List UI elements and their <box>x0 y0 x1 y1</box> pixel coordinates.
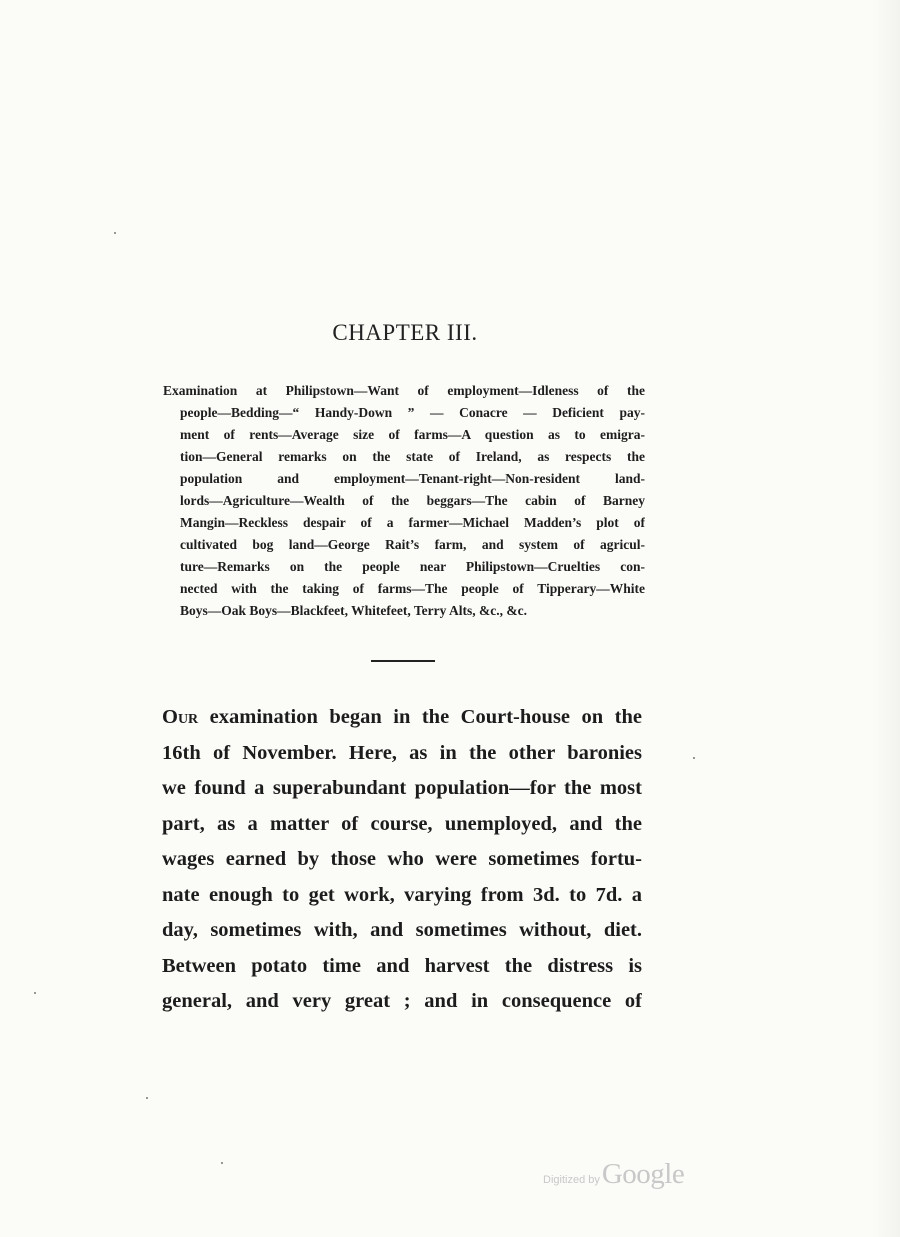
section-divider <box>371 660 435 662</box>
summary-line: Mangin—Reckless despair of a farmer—Michael Madden’s plot of <box>180 515 645 530</box>
page-edge-shadow <box>872 0 900 1237</box>
scan-speck <box>221 1162 223 1164</box>
summary-line: lords—Agriculture—Wealth of the beggars—The cabin of Barney <box>180 493 645 508</box>
body-line-text: examination began in the Court-house on the <box>198 706 642 728</box>
body-paragraph <box>162 700 642 1020</box>
summary-line: people—Bedding—“ Handy-Down ” — Conacre — Deficient pay- <box>180 405 645 420</box>
chapter-summary <box>163 380 645 622</box>
body-line <box>162 700 642 736</box>
scan-speck <box>114 232 116 234</box>
scan-speck <box>693 757 695 759</box>
summary-line: ture—Remarks on the people near Philipstown—Cruelties con- <box>180 559 645 574</box>
watermark-prefix: Digitized by <box>543 1174 600 1186</box>
body-line: 16th of November. Here, as in the other baronies <box>162 741 642 764</box>
chapter-title: CHAPTER III. <box>332 320 478 345</box>
drop-word: Our <box>162 706 199 728</box>
body-line: part, as a matter of course, unemployed, and the <box>162 812 642 835</box>
body-line: wages earned by those who were sometimes fortu- <box>162 848 642 870</box>
body-line: nate enough to get work, varying from 3d. to 7d. a <box>162 883 642 906</box>
summary-line: nected with the taking of farms—The people of Tipperary—White <box>180 581 645 596</box>
body-line: general, and very great ; and in consequence of <box>162 990 642 1012</box>
scan-speck <box>146 1097 148 1099</box>
summary-line: tion—General remarks on the state of Ireland, as respects the <box>180 449 645 464</box>
digitized-watermark <box>543 1158 684 1191</box>
summary-line: Boys—Oak Boys—Blackfeet, Whitefeet, Terry Alts, &c., &c. <box>180 603 527 618</box>
body-line: we found a superabundant population—for the most <box>162 777 642 799</box>
summary-line: population and employment—Tenant-right—Non-resident land- <box>180 471 645 486</box>
scan-speck <box>34 992 36 994</box>
summary-line: Examination at Philipstown—Want of employment—Idleness of the <box>163 383 645 398</box>
summary-line: cultivated bog land—George Rait’s farm, and system of agricul- <box>180 537 645 552</box>
body-line: Between potato time and harvest the distress is <box>162 954 642 977</box>
watermark-brand: Google <box>601 1158 685 1190</box>
summary-line: ment of rents—Average size of farms—A question as to emigra- <box>180 427 645 442</box>
body-line: day, sometimes with, and sometimes without, diet. <box>162 919 642 941</box>
